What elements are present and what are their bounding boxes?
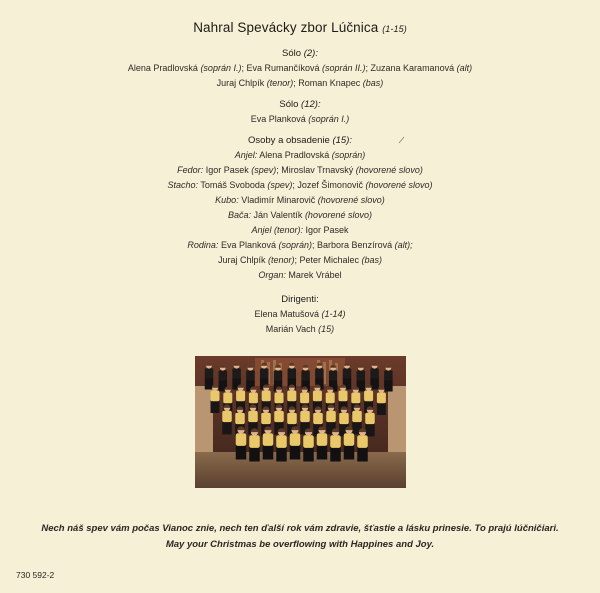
voice-part: (bas) bbox=[361, 255, 383, 265]
conductor-row-2 bbox=[0, 322, 600, 337]
singer-name: Marek Vrábel bbox=[288, 270, 342, 280]
cast-heading-text: Osoby a obsadenie bbox=[247, 135, 330, 146]
singer-name: Igor Pasek bbox=[205, 165, 249, 175]
singer-name: ; Jozef Šimonovič bbox=[292, 180, 363, 190]
singer-name: Alena Pradlovská bbox=[259, 150, 330, 160]
singer-name: Ján Valentík bbox=[253, 210, 303, 220]
role-label: Kubo: bbox=[215, 195, 239, 205]
singer-name: ; Barbora Benzírová bbox=[312, 240, 393, 250]
voice-part: (hovorené slovo) bbox=[304, 210, 372, 220]
choir-photo-illustration bbox=[195, 356, 406, 488]
conductor-range: (15) bbox=[318, 324, 335, 334]
solo-a-line-1 bbox=[0, 61, 600, 76]
role-label: Anjel (tenor): bbox=[251, 225, 303, 235]
cast-row-rodina-2 bbox=[0, 253, 600, 268]
solo-b-heading-text: Sólo bbox=[279, 99, 299, 110]
role-label: Bača: bbox=[228, 210, 252, 220]
voice-part: (alt); bbox=[394, 240, 413, 250]
role-label: Stacho: bbox=[167, 180, 198, 190]
cast-row-anjel bbox=[0, 148, 600, 163]
singer-name: Igor Pasek bbox=[305, 225, 349, 235]
solo-a-heading bbox=[0, 46, 600, 61]
conductor-name: Elena Matušová bbox=[254, 309, 319, 319]
voice-part: (tenor) bbox=[267, 255, 295, 265]
singer-name: Tomáš Svoboda bbox=[200, 180, 265, 190]
role-label: Anjel: bbox=[234, 150, 258, 160]
choir-photo bbox=[195, 356, 406, 488]
voice-part: (hovorené slovo) bbox=[317, 195, 385, 205]
conductors-heading: Dirigenti: bbox=[281, 294, 319, 305]
voice-part: (tenor) bbox=[266, 78, 294, 88]
title-range: (1-15) bbox=[382, 24, 407, 34]
voice-part: (soprán II.) bbox=[322, 63, 366, 73]
cast-row-rodina bbox=[0, 238, 600, 253]
voice-part: (soprán I.) bbox=[200, 63, 242, 73]
singer-name: Juraj Chlpík bbox=[217, 255, 266, 265]
role-label: Rodina: bbox=[187, 240, 219, 250]
solo-b-line-1 bbox=[0, 112, 600, 127]
page-title bbox=[0, 20, 600, 35]
singer-name: ; Peter Michalec bbox=[294, 255, 360, 265]
cast-row-kubo bbox=[0, 193, 600, 208]
solo-b-heading-num: (12): bbox=[301, 99, 321, 110]
cast-row-stacho bbox=[0, 178, 600, 193]
catalog-number: 730 592-2 bbox=[16, 570, 55, 580]
voice-part: (soprán I.) bbox=[308, 114, 350, 124]
cast-heading-num: (15): bbox=[332, 135, 353, 146]
greeting-line-english: May your Christmas be overflowing with Happines and Joy. bbox=[165, 539, 435, 550]
conductor-range: (1-14) bbox=[321, 309, 346, 319]
voice-part: (hovorené slovo) bbox=[365, 180, 433, 190]
cast-row-organ bbox=[0, 268, 600, 283]
voice-part: (soprán) bbox=[331, 150, 366, 160]
singer-name: ; Miroslav Trnavský bbox=[276, 165, 354, 175]
conductor-name: Marián Vach bbox=[265, 324, 316, 334]
voice-part: (spev) bbox=[267, 180, 293, 190]
singer-name: ; Eva Rumančíková bbox=[241, 63, 320, 73]
singer-name: ; Roman Knapec bbox=[293, 78, 361, 88]
role-label: Fedor: bbox=[177, 165, 204, 175]
cast-row-anjel-tenor bbox=[0, 223, 600, 238]
cast-row-baca bbox=[0, 208, 600, 223]
voice-part: (hovorené slovo) bbox=[355, 165, 423, 175]
role-label: Organ: bbox=[258, 270, 286, 280]
conductor-row-1 bbox=[0, 307, 600, 322]
credits-block bbox=[0, 46, 600, 337]
title-text: Nahral Spevácky zbor Lúčnica bbox=[193, 20, 379, 35]
voice-part: (soprán) bbox=[278, 240, 313, 250]
voice-part: (bas) bbox=[362, 78, 384, 88]
singer-name: Alena Pradlovská bbox=[127, 63, 198, 73]
solo-a-line-2 bbox=[0, 76, 600, 91]
solo-a-heading-num: (2): bbox=[303, 48, 318, 59]
greeting-line-slovak: Nech náš spev vám počas Vianoc znie, nech ten ďalší rok vám zdravie, šťastie a lásku prinesie. To prajú lúčničiari. bbox=[41, 523, 559, 534]
solo-b-heading bbox=[0, 97, 600, 112]
voice-part: (alt) bbox=[456, 63, 473, 73]
singer-name: Juraj Chlpík bbox=[216, 78, 265, 88]
singer-name: Eva Planková bbox=[250, 114, 306, 124]
singer-name: Vladimír Minarovič bbox=[241, 195, 316, 205]
singer-name: Eva Planková bbox=[220, 240, 276, 250]
cast-row-fedor bbox=[0, 163, 600, 178]
solo-a-heading-text: Sólo bbox=[282, 48, 302, 59]
greeting-message bbox=[0, 521, 600, 553]
cast-heading bbox=[0, 133, 600, 148]
voice-part: (spev) bbox=[251, 165, 277, 175]
singer-name: ; Zuzana Karamanová bbox=[365, 63, 455, 73]
